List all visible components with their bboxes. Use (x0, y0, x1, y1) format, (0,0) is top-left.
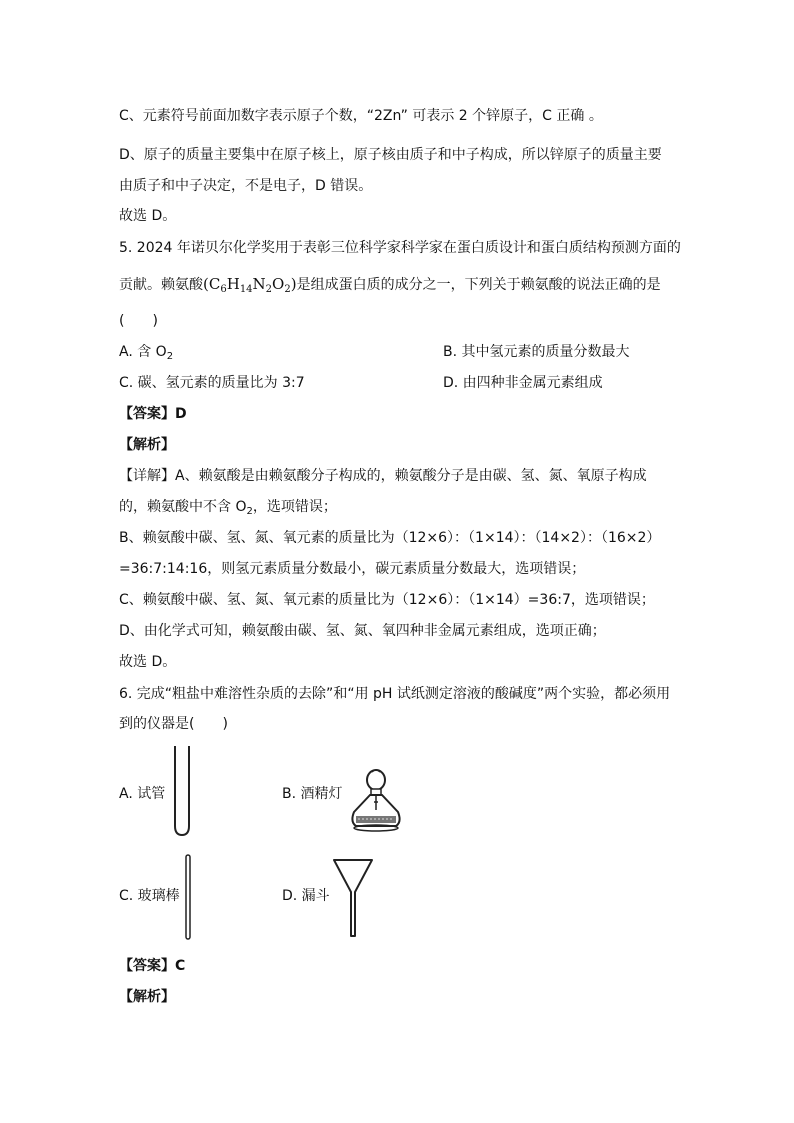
conclusion-2: 故选 D。 (119, 654, 177, 670)
question-5-paren: ( ) (119, 313, 158, 329)
lysine-formula: $(C_6H_{14}N_2O_2)$ (203, 275, 297, 295)
detail-line5: C、赖氨酸中碳、氢、氮、氧元素的质量比为（12×6）：（1×14）=36:7，选项错误； (119, 592, 655, 608)
option-d-explanation-line2: 由质子和中子决定，不是电子，D 错误。 (119, 178, 373, 194)
alcohol-lamp-icon (344, 762, 408, 832)
detail-line4: =36:7:14:16，则氢元素质量分数最小，碳元素质量分数最大，选项错误； (119, 561, 586, 577)
detail-line3: B、赖氨酸中碳、氢、氮、氧元素的质量比为（12×6）：（1×14）：（14×2）：（16×2） (119, 530, 661, 546)
test-tube-icon (170, 744, 194, 838)
question-6-line1: 6. 完成“粗盐中难溶性杂质的去除”和“用 pH 试纸测定溶液的酸碱度”两个实验，都必须用 (119, 686, 671, 702)
q5-option-c: C. 碳、氢元素的质量比为 3:7 (119, 375, 305, 391)
analysis-label-2: 【解析】 (119, 989, 175, 1005)
q6-option-b: B. 酒精灯 (282, 786, 343, 802)
q6-option-a: A. 试管 (119, 786, 166, 802)
analysis-label-1: 【解析】 (119, 437, 175, 453)
question-6-line2: 到的仪器是( ) (119, 716, 228, 732)
question-5-line2: 贡献。赖氨酸$(C_6H_{14}N_2O_2)$是组成蛋白质的成分之一，下列关于赖氨酸的说法正确的是 (119, 275, 661, 295)
detail-line2: 的，赖氨酸中不含 $O_2$，选项错误； (119, 499, 337, 517)
q5-option-d: D. 由四种非金属元素组成 (443, 375, 603, 391)
q6-option-c: C. 玻璃棒 (119, 888, 180, 904)
q5-option-a: A. 含 $O_2$ (119, 344, 174, 362)
glass-rod-icon (184, 854, 192, 940)
question-5-line1: 5. 2024 年诺贝尔化学奖用于表彰三位科学家科学家在蛋白质设计和蛋白质结构预测方面的 (119, 240, 681, 256)
detail-line6: D、由化学式可知，赖氨酸由碳、氢、氮、氧四种非金属元素组成，选项正确； (119, 623, 606, 639)
q5-option-b: B. 其中氢元素的质量分数最大 (443, 344, 630, 360)
conclusion-1: 故选 D。 (119, 208, 177, 224)
answer-label-1: 【答案】D (119, 406, 187, 422)
funnel-icon (332, 858, 374, 940)
option-d-explanation-line1: D、原子的质量主要集中在原子核上，原子核由质子和中子构成，所以锌原子的质量主要 (119, 147, 662, 163)
q6-option-d: D. 漏斗 (282, 888, 330, 904)
answer-label-2: 【答案】C (119, 958, 186, 974)
detail-line1: 【详解】A、赖氨酸是由赖氨酸分子构成的，赖氨酸分子是由碳、氢、氮、氧原子构成 (119, 468, 647, 484)
option-c-explanation: C、元素符号前面加数字表示原子个数，“2Zn” 可表示 2 个锌原子，C 正确 。 (119, 108, 603, 124)
